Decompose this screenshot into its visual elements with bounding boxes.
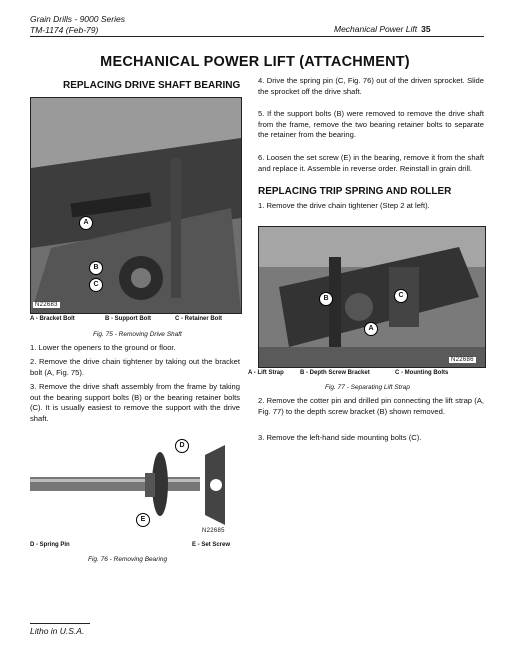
figure-76-ref-number: N22685 — [202, 528, 225, 534]
figure-77-legend-c: C - Mounting Bolts — [395, 370, 449, 376]
page-title: MECHANICAL POWER LIFT (ATTACHMENT) — [100, 54, 410, 70]
running-header-left — [30, 14, 125, 36]
section-heading-drive-shaft-bearing: REPLACING DRIVE SHAFT BEARING — [63, 80, 241, 91]
callout-a: A — [79, 216, 93, 230]
page-number: 35 — [421, 24, 431, 34]
step-3-remove-mounting-bolts: 3. Remove the left-hand side mounting bolts (C). — [258, 433, 422, 442]
figure-75-photo — [30, 97, 242, 314]
section-heading-trip-spring-roller: REPLACING TRIP SPRING AND ROLLER — [258, 186, 452, 197]
figure-77-photo — [258, 226, 486, 368]
figure-76-photo — [30, 435, 240, 535]
footer-rule — [30, 623, 90, 624]
footer-litho: Litho in U.S.A. — [30, 626, 85, 636]
callout-e: E — [136, 513, 150, 527]
step-4-drive-spring-pin: 4. Drive the spring pin (C, Fig. 76) out of the driven sprocket. Slide the sprocket off the drive shaft. — [258, 76, 484, 96]
header-series: Grain Drills - 9000 Series — [30, 14, 125, 24]
step-3-remove-drive-shaft: 3. Remove the drive shaft assembly from the frame by taking out the bearing support bolts (B) or the bearing retainer bolts (C). It is usually easiest to remove the support with the drive shaft. — [30, 382, 240, 423]
step-6-loosen-set-screw: 6. Loosen the set screw (E) in the bearing, remove it from the shaft and replace it. Assemble in reverse order. Reinstall in grain drill. — [258, 153, 484, 173]
callout-b: B — [319, 292, 333, 306]
header-manual-id: TM-1174 (Feb-79) — [30, 25, 99, 35]
figure-75-legend-a: A - Bracket Bolt — [30, 316, 75, 322]
header-rule — [30, 36, 484, 37]
running-header-right — [300, 24, 484, 34]
figure-75-legend-c: C - Retainer Bolt — [175, 316, 223, 322]
figure-76-illustration — [30, 435, 240, 535]
callout-b: B — [89, 261, 103, 275]
callout-a: A — [364, 322, 378, 336]
figure-77-illustration — [259, 227, 485, 367]
callout-d: D — [175, 439, 189, 453]
figure-77-legend-b: B - Depth Screw Bracket — [300, 370, 370, 376]
figure-75-illustration — [31, 98, 241, 313]
figure-75-legend-b: B - Support Bolt — [105, 316, 151, 322]
step-5-support-bolts: 5. If the support bolts (B) were removed to remove the drive shaft from the frame, remove the two bearing retainer bolts to separate the retainer from the bearing. — [258, 109, 484, 140]
step-1-remove-chain-tightener: 1. Remove the drive chain tightener (Step 2 at left). — [258, 201, 430, 210]
figure-75-ref-number: N22683 — [35, 302, 58, 308]
callout-c: C — [394, 289, 408, 303]
figure-77-ref-number: N22686 — [451, 357, 474, 363]
figure-76-caption: Fig. 76 - Removing Bearing — [88, 556, 168, 563]
figure-75-caption: Fig. 75 - Removing Drive Shaft — [93, 331, 182, 338]
figure-77-legend-a: A - Lift Strap — [248, 370, 284, 376]
step-1-lower-openers: 1. Lower the openers to the ground or floor. — [30, 343, 176, 352]
figure-76-legend-e: E - Set Screw — [192, 542, 231, 548]
header-section-title: Mechanical Power Lift — [334, 24, 418, 34]
figure-77-caption: Fig. 77 - Separating Lift Strap — [325, 384, 410, 391]
figure-76-legend-d: D - Spring Pin — [30, 542, 70, 548]
callout-c: C — [89, 278, 103, 292]
step-2-remove-cotter-pin: 2. Remove the cotter pin and drilled pin connecting the lift strap (A, Fig. 77) to the depth screw bracket (B) shown removed. — [258, 396, 484, 416]
step-2-remove-tightener: 2. Remove the drive chain tightener by taking out the bracket bolt (A, Fig. 75). — [30, 357, 240, 377]
